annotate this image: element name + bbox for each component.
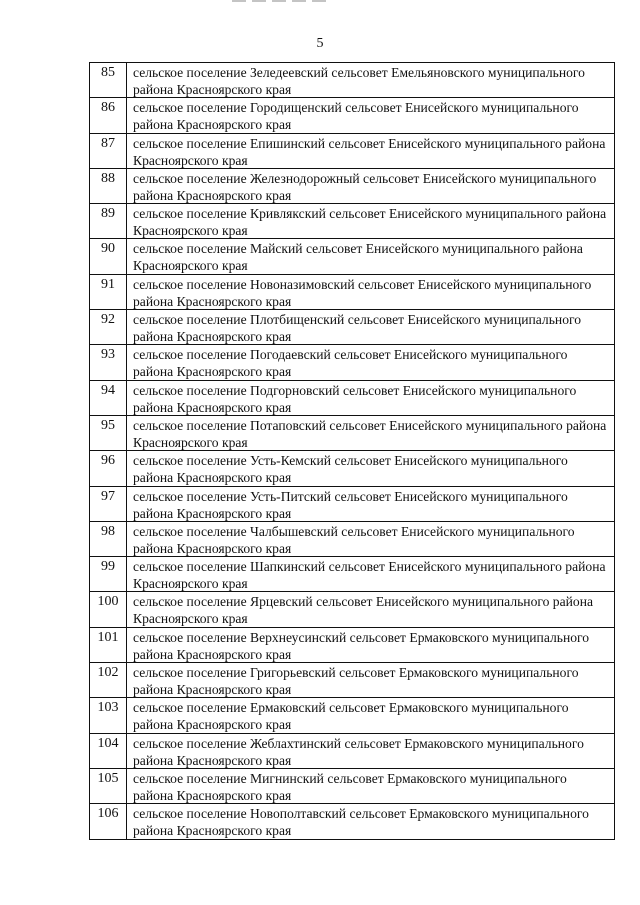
row-number: 100 — [90, 592, 127, 626]
settlement-name: сельское поселение Мигнинский сельсовет Ермаковского муниципального района Красноярского края — [127, 769, 615, 803]
row-number: 103 — [90, 698, 127, 732]
settlement-name: сельское поселение Ермаковский сельсовет Ермаковского муниципального района Красноярского края — [127, 698, 615, 732]
table-row — [90, 275, 615, 310]
settlements-table — [89, 62, 615, 840]
settlement-name: сельское поселение Кривлякский сельсовет Енисейского муниципального района Красноярского края — [127, 204, 615, 238]
settlement-name: сельское поселение Шапкинский сельсовет Енисейского муниципального района Красноярского края — [127, 557, 615, 591]
settlement-name: сельское поселение Майский сельсовет Енисейского муниципального района Красноярского края — [127, 239, 615, 273]
settlement-name: сельское поселение Григорьевский сельсовет Ермаковского муниципального района Красноярского края — [127, 663, 615, 697]
table-row — [90, 663, 615, 698]
row-number: 97 — [90, 487, 127, 521]
table-row — [90, 522, 615, 557]
settlement-name: сельское поселение Железнодорожный сельсовет Енисейского муниципального района Красноярского края — [127, 169, 615, 203]
settlement-name: сельское поселение Усть-Питский сельсовет Енисейского муниципального района Красноярского края — [127, 487, 615, 521]
settlement-name: сельское поселение Подгорновский сельсовет Енисейского муниципального района Красноярского края — [127, 381, 615, 415]
row-number: 95 — [90, 416, 127, 450]
table-row — [90, 63, 615, 98]
table-row — [90, 804, 615, 839]
row-number: 91 — [90, 275, 127, 309]
table-row — [90, 592, 615, 627]
table-row — [90, 134, 615, 169]
row-number: 106 — [90, 804, 127, 838]
row-number: 90 — [90, 239, 127, 273]
settlement-name: сельское поселение Зеледеевский сельсовет Емельяновского муниципального района Красноярского края — [127, 63, 615, 97]
settlement-name: сельское поселение Усть-Кемский сельсовет Енисейского муниципального района Красноярского края — [127, 451, 615, 485]
table-row — [90, 345, 615, 380]
row-number: 104 — [90, 734, 127, 768]
settlement-name: сельское поселение Потаповский сельсовет Енисейского муниципального района Красноярского края — [127, 416, 615, 450]
row-number: 102 — [90, 663, 127, 697]
row-number: 101 — [90, 628, 127, 662]
row-number: 85 — [90, 63, 127, 97]
row-number: 94 — [90, 381, 127, 415]
row-number: 99 — [90, 557, 127, 591]
table-row — [90, 204, 615, 239]
row-number: 93 — [90, 345, 127, 379]
table-row — [90, 487, 615, 522]
table-row — [90, 769, 615, 804]
row-number: 86 — [90, 98, 127, 132]
table-row — [90, 451, 615, 486]
table-row — [90, 239, 615, 274]
row-number: 92 — [90, 310, 127, 344]
settlement-name: сельское поселение Жеблахтинский сельсовет Ермаковского муниципального района Красноярского края — [127, 734, 615, 768]
row-number: 88 — [90, 169, 127, 203]
row-number: 96 — [90, 451, 127, 485]
table-row — [90, 169, 615, 204]
table-row — [90, 381, 615, 416]
settlement-name: сельское поселение Погодаевский сельсовет Енисейского муниципального района Красноярского края — [127, 345, 615, 379]
row-number: 105 — [90, 769, 127, 803]
settlement-name: сельское поселение Епишинский сельсовет Енисейского муниципального района Красноярского края — [127, 134, 615, 168]
table-row — [90, 734, 615, 769]
settlement-name: сельское поселение Ярцевский сельсовет Енисейского муниципального района Красноярского края — [127, 592, 615, 626]
row-number: 87 — [90, 134, 127, 168]
settlement-name: сельское поселение Городищенский сельсовет Енисейского муниципального района Красноярского края — [127, 98, 615, 132]
table-row — [90, 416, 615, 451]
table-row — [90, 310, 615, 345]
settlement-name: сельское поселение Плотбищенский сельсовет Енисейского муниципального района Красноярского края — [127, 310, 615, 344]
page-number: 5 — [316, 36, 324, 51]
table-row — [90, 98, 615, 133]
settlement-name: сельское поселение Верхнеусинский сельсовет Ермаковского муниципального района Красноярского края — [127, 628, 615, 662]
table-row — [90, 698, 615, 733]
settlement-name: сельское поселение Чалбышевский сельсовет Енисейского муниципального района Красноярского края — [127, 522, 615, 556]
settlement-name: сельское поселение Новоназимовский сельсовет Енисейского муниципального района Красноярского края — [127, 275, 615, 309]
table-row — [90, 628, 615, 663]
table-row — [90, 557, 615, 592]
row-number: 89 — [90, 204, 127, 238]
settlement-name: сельское поселение Новополтавский сельсовет Ермаковского муниципального района Красноярского края — [127, 804, 615, 838]
row-number: 98 — [90, 522, 127, 556]
scan-artifact — [232, 0, 332, 2]
